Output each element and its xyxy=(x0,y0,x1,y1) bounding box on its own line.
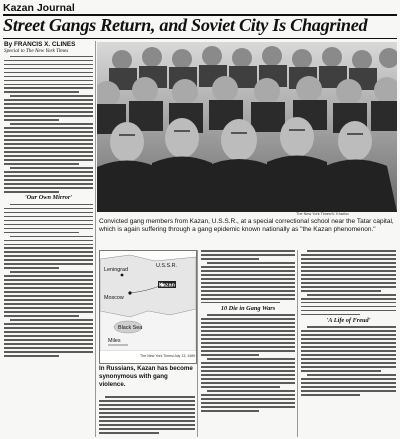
column-divider xyxy=(95,41,96,437)
article-column-1 xyxy=(4,41,93,359)
subhead-our-own-mirror: 'Our Own Mirror' xyxy=(24,194,73,202)
column-divider xyxy=(197,250,198,437)
map-label-black-sea: Black Sea xyxy=(118,325,143,331)
map-label-miles: Miles xyxy=(108,338,121,344)
article-column-2 xyxy=(99,396,195,436)
headline-rule xyxy=(3,38,397,39)
map-credit: The New York Times/July 13, 1989 xyxy=(140,354,196,358)
body-text-block xyxy=(4,204,93,357)
map-labels xyxy=(100,251,196,351)
column-divider xyxy=(297,250,298,437)
headline: Street Gangs Return, and Soviet City Is Chagrined xyxy=(3,15,368,35)
subhead-gang-wars: 10 Die in Gang Wars xyxy=(220,304,276,312)
locator-map xyxy=(99,250,197,364)
body-text-block xyxy=(99,396,195,434)
body-text-block xyxy=(201,314,295,411)
body-text-block xyxy=(201,250,295,303)
photo-credit: The New York Times/V. Kharlov xyxy=(296,212,350,216)
article-column-3 xyxy=(201,250,295,414)
dateline-special: Special to The New York Times xyxy=(4,48,69,55)
subhead-life-of-freud: 'A Life of Freud' xyxy=(326,316,371,324)
map-label-kazan: Kazan xyxy=(159,282,175,289)
map-label-ussr: U.S.S.R. xyxy=(156,263,177,269)
section-kicker: Kazan Journal xyxy=(3,2,75,14)
body-text-block xyxy=(301,326,396,395)
byline: By FRANCIS X. CLINES xyxy=(4,41,76,48)
photo-caption: Convicted gang members from Kazan, U.S.S.R., at a special correctional school near the Tatar capital, which is again suffering through a gang epidemic known nationally as "the Kazan phenomenon." xyxy=(99,218,394,233)
map-caption: In Russians, Kazan has become synonymous with gang violence. xyxy=(99,365,193,388)
body-text-block xyxy=(4,56,93,193)
body-text-block xyxy=(301,250,396,315)
article-column-4 xyxy=(301,250,396,398)
map-label-moscow: Moscow xyxy=(104,295,124,301)
photo-illustration xyxy=(97,42,397,212)
map-label-leningrad: Leningrad xyxy=(104,267,128,273)
gang-members-photo xyxy=(97,42,397,212)
